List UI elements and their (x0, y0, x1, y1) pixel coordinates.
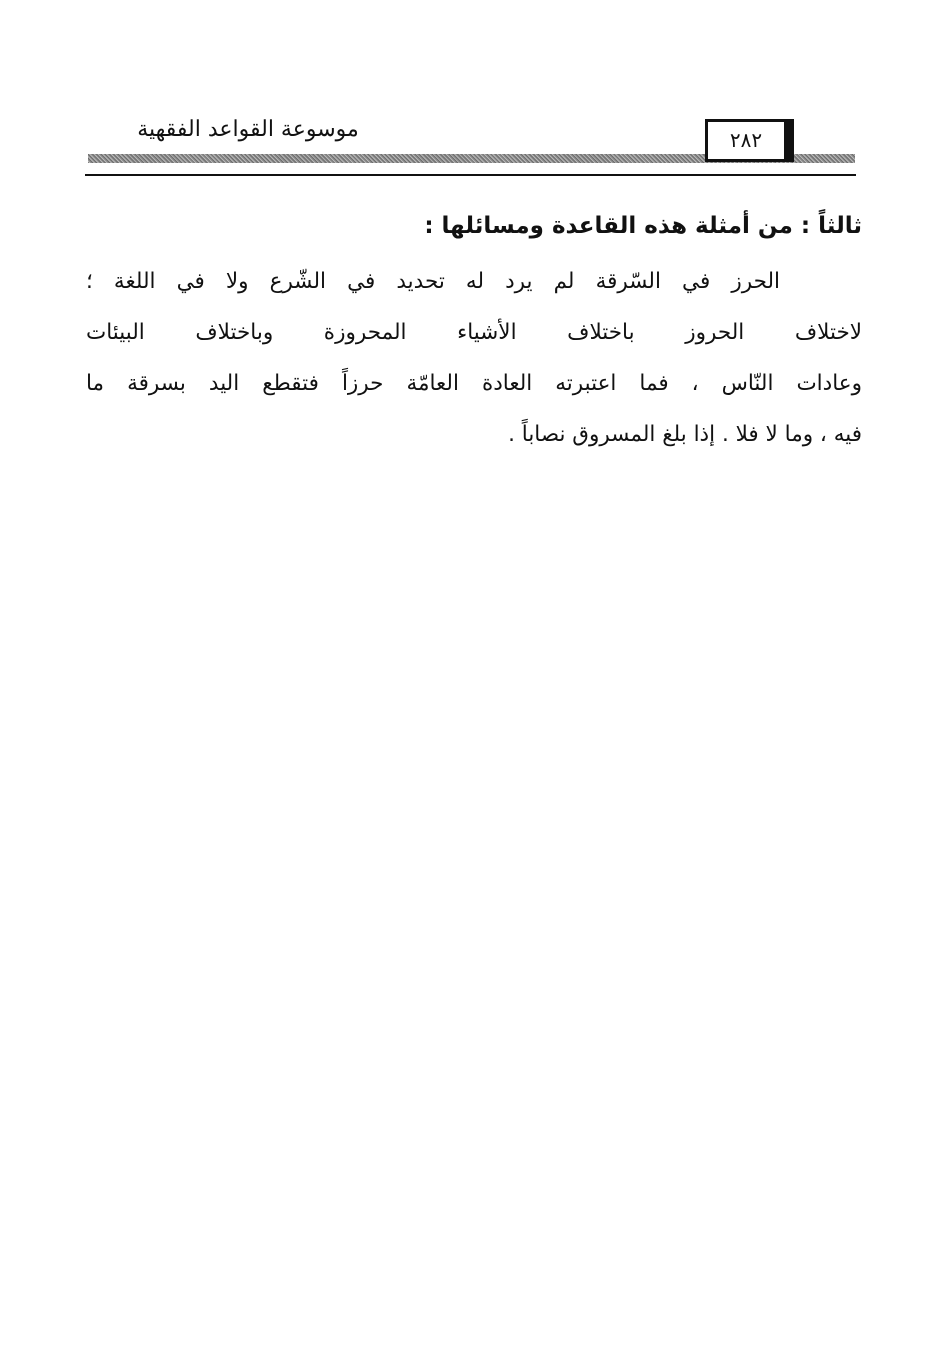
paragraph-line: لاختلاف الحروز باختلاف الأشياء المحروزة وباختلاف البيئات (86, 320, 862, 345)
paragraph-line: فيه ، وما لا فلا . إذا بلغ المسروق نصاباً . (508, 422, 862, 447)
paragraph-line: الحرز في السّرقة لم يرد له تحديد في الشّرع ولا في اللغة ؛ (86, 269, 780, 294)
page-header (0, 0, 949, 185)
body-paragraph (86, 256, 862, 460)
paragraph-line: وعادات النّاس ، فما اعتبرته العادة العامّة حرزاً فتقطع اليد بسرقة ما (86, 371, 862, 396)
page-number: ٢٨٢ (729, 128, 763, 152)
page-body (86, 203, 862, 460)
page-number-box (705, 119, 787, 162)
book-title: موسوعة القواعد الفقهية (137, 117, 359, 142)
section-heading: ثالثاً : من أمثلة هذه القاعدة ومسائلها : (424, 213, 862, 239)
header-rule-line (85, 174, 856, 176)
